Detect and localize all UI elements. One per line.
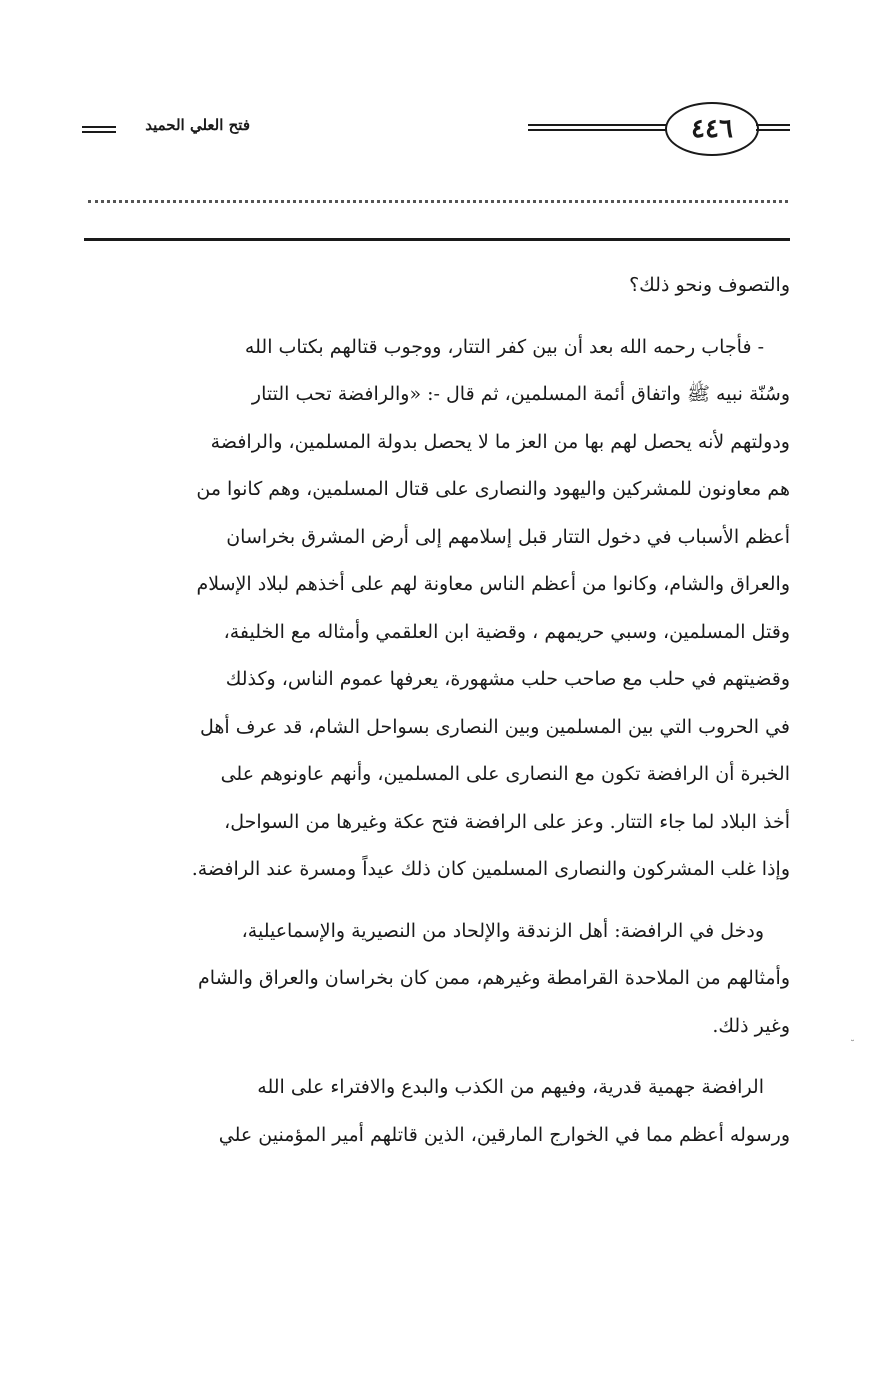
header-rule-right-bottom	[756, 129, 790, 131]
body-line: وقضيتهم في حلب مع صاحب حلب مشهورة، يعرفها عموم الناس، وكذلك	[225, 668, 790, 690]
page-number-oval	[665, 102, 759, 156]
body-line: الخبرة أن الرافضة تكون مع النصارى على المسلمين، وأنهم عاونوهم على	[220, 763, 790, 785]
body-line: في الحروب التي بين المسلمين وبين النصارى بسواحل الشام، قد عرف أهل	[199, 715, 790, 738]
header-rule-middle-top	[528, 124, 668, 126]
page-header	[0, 0, 879, 200]
body-line: هم معاونون للمشركين واليهود والنصارى على قتال المسلمين، وهم كانوا من	[196, 478, 790, 500]
page-body	[84, 262, 790, 1159]
body-line: وقتل المسلمين، وسبي حريمهم ، وقضية ابن العلقمي وأمثاله مع الخليفة،	[223, 620, 790, 643]
body-line: والعراق والشام، وكانوا من أعظم الناس معاونة لهم على أخذهم لبلاد الإسلام	[196, 573, 790, 595]
body-line: وغير ذلك.	[712, 1014, 790, 1037]
body-line: أخذ البلاد لما جاء التتار. وعز على الرافضة فتح عكة وغيرها من السواحل،	[224, 810, 790, 833]
body-line: ودخل في الرافضة: أهل الزندقة والإلحاد من النصيرية والإسماعيلية،	[241, 919, 764, 942]
header-rule-middle-bottom	[528, 129, 668, 131]
body-line: وسُنّة نبيه ﷺ واتفاق أئمة المسلمين، ثم قال -: «والرافضة تحب التتار	[251, 383, 790, 405]
body-line: - فأجاب رحمه الله بعد أن بين كفر التتار، ووجوب قتالهم بكتاب الله	[244, 335, 764, 358]
margin-mark: ˘	[850, 1040, 855, 1051]
body-line: وإذا غلب المشركون والنصارى المسلمين كان ذلك عيداً ومسرة عند الرافضة.	[191, 858, 790, 880]
page-number: ٤٤٦	[691, 114, 733, 144]
body-line: ودولتهم لأنه يحصل لهم بها من العز ما لا يحصل بدولة المسلمين، والرافضة	[210, 430, 790, 453]
header-divider	[84, 238, 790, 241]
body-line: وأمثالهم من الملاحدة القرامطة وغيرهم، ممن كان بخراسان والعراق والشام	[198, 967, 790, 989]
header-rule-right-top	[756, 124, 790, 126]
body-line: ورسوله أعظم مما في الخوارج المارقين، الذين قاتلهم أمير المؤمنين علي	[218, 1123, 790, 1146]
body-line: الرافضة جهمية قدرية، وفيهم من الكذب والبدع والافتراء على الله	[257, 1076, 764, 1098]
book-title: فتح العلي الحميد	[145, 116, 250, 134]
dotted-separator	[88, 200, 788, 203]
body-line: والتصوف ونحو ذلك؟	[629, 274, 790, 296]
body-line: أعظم الأسباب في دخول التتار قبل إسلامهم إلى أرض المشرق بخراسان	[226, 525, 790, 548]
